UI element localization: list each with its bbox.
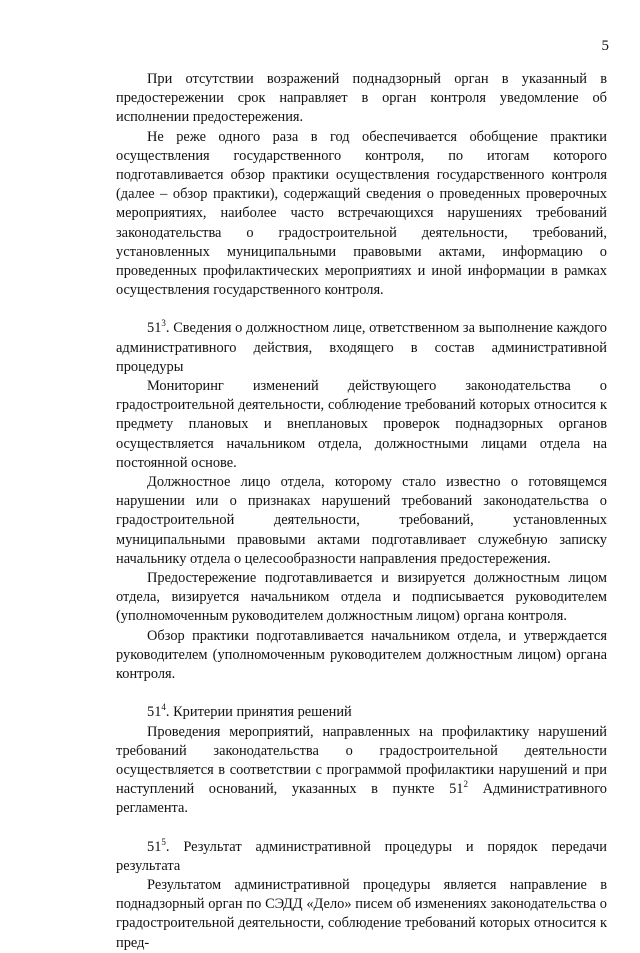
spacer [116, 684, 607, 703]
page-number: 5 [601, 38, 609, 54]
paragraph: Мониторинг изменений действующего законодательства о градостроительной деятельности, соблюдение требований которых относится к предмету плановых и внеплановых проверок поднадзорных органов осуществляется начальником отдела, должностными лицами отдела на постоянной основе. [116, 378, 607, 471]
paragraph: Должностное лицо отдела, которому стало известно о готовящемся нарушении или о признаках нарушений требований законодательства о градостроительной деятельности, требований, установленных муниципальными правовыми актами подготавливает служебную записку начальнику отдела о целесообразности направления предостережения. [116, 474, 607, 567]
section-title: . Сведения о должностном лице, ответственном за выполнение каждого административного действия, входящего в состав административной процедуры [116, 320, 607, 375]
section-number: 51 [147, 838, 162, 855]
spacer [116, 300, 607, 319]
section-heading-51-5 [116, 838, 607, 876]
section-title: . Результат административной процедуры и порядок передачи результата [116, 838, 607, 874]
section-number: 51 [147, 704, 162, 721]
reference-sup: 2 [463, 779, 469, 790]
paragraph: При отсутствии возражений поднадзорный орган в указанный в предостережении срок направляет в орган контроля уведомление об исполнении предостережения. [116, 71, 607, 126]
section-heading-51-4 [116, 703, 607, 722]
paragraph-text: Проведения мероприятий, направленных на профилактику нарушений требований законодательства о градостроительной деятельности осуществляется в соответствии с программой профилактики нарушений и при наступлений оснований, указанных в пункте 51 [116, 723, 607, 798]
spacer [116, 819, 607, 838]
section-title: . Критерии принятия решений [165, 704, 352, 721]
document-body [116, 70, 607, 953]
section-number-sup: 3 [161, 318, 166, 329]
paragraph-text: Административного регламента. [116, 781, 607, 817]
section-number: 51 [147, 320, 162, 337]
paragraph: Обзор практики подготавливается начальником отдела, и утверждается руководителем (уполномоченным руководителем должностным лицом) органа контроля. [116, 627, 607, 683]
section-number-sup: 5 [161, 836, 166, 847]
paragraph: Предостережение подготавливается и визируется должностным лицом отдела, визируется начальником отдела и подписывается руководителем (уполномоченным руководителем должностным лицом) органа контроля. [116, 570, 607, 625]
section-heading-51-3 [116, 319, 607, 377]
paragraph: Результатом административной процедуры является направление в поднадзорный орган по СЭДД «Дело» писем об изменениях законодательства о градостроительной деятельности, соблюдение требований которых относится к пред- [116, 876, 607, 951]
section-number-sup: 4 [161, 702, 166, 713]
paragraph [116, 723, 607, 819]
paragraph: Не реже одного раза в год обеспечивается обобщение практики осуществления государственного контроля, по итогам которого подготавливается обзор практики осуществления государственного контроля (далее – обзор практики), содержащий сведения о проведенных проверочных мероприятиях, наиболее часто встречающихся нарушениях требований законодательства о градостроительной деятельности, требований, установленных муниципальными правовыми актами, информацию о проведенных профилактических мероприятиях и иной информации в рамках осуществления государственного контроля. [116, 128, 607, 299]
